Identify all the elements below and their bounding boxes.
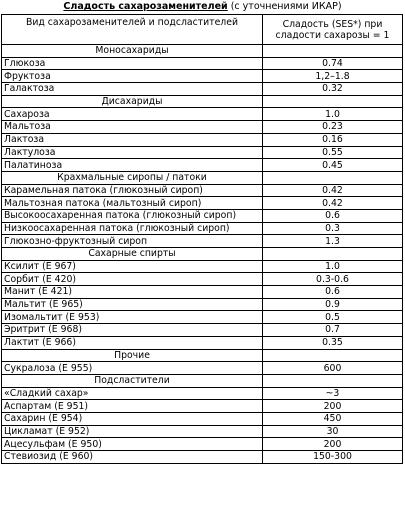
table-row xyxy=(2,412,403,425)
sweetener-name: Мальтит (Е 965) xyxy=(2,298,263,311)
sweetness-value: 0.16 xyxy=(263,133,403,146)
sweetness-value: 200 xyxy=(263,438,403,451)
sweetener-name: Манит (Е 421) xyxy=(2,286,263,299)
table-row xyxy=(2,184,403,197)
sweetener-name: Палатиноза xyxy=(2,159,263,172)
sweetness-value: 1.3 xyxy=(263,235,403,248)
sweetness-value: 30 xyxy=(263,425,403,438)
sweetener-name: Высокоосахаренная патока (глюкозный сироп) xyxy=(2,209,263,222)
sweetness-value: 450 xyxy=(263,412,403,425)
header-type: Вид сахарозаменителей и подсластителей xyxy=(2,15,263,45)
section-title: Дисахариды xyxy=(2,95,263,108)
table-body xyxy=(2,45,403,464)
table-row xyxy=(2,70,403,83)
table-row xyxy=(2,362,403,375)
section-empty-cell xyxy=(263,248,403,261)
sweetness-value: 0.23 xyxy=(263,121,403,134)
section-title: Подсластители xyxy=(2,374,263,387)
table-row xyxy=(2,324,403,337)
sweetness-value: 0.74 xyxy=(263,57,403,70)
sweetener-name: Сукралоза (Е 955) xyxy=(2,362,263,375)
sweetness-table xyxy=(1,14,403,464)
sweetness-value: 0.6 xyxy=(263,286,403,299)
sweetness-value: 0.42 xyxy=(263,184,403,197)
table-row xyxy=(2,57,403,70)
sweetness-value: 0.42 xyxy=(263,197,403,210)
section-title: Прочие xyxy=(2,349,263,362)
sweetener-name: Сорбит (Е 420) xyxy=(2,273,263,286)
section-title: Крахмальные сиропы / патоки xyxy=(2,171,263,184)
table-row xyxy=(2,273,403,286)
title-note: (с уточнениями ИКАР) xyxy=(230,1,342,12)
sweetness-value: 0.32 xyxy=(263,83,403,96)
table-row xyxy=(2,387,403,400)
table-row xyxy=(2,146,403,159)
section-row xyxy=(2,171,403,184)
section-row xyxy=(2,95,403,108)
table-row xyxy=(2,83,403,96)
section-row xyxy=(2,45,403,58)
document-title xyxy=(0,0,405,14)
sweetener-name: Эритрит (Е 968) xyxy=(2,324,263,337)
sweetener-name: «Сладкий сахар» xyxy=(2,387,263,400)
sweetness-value: 0.7 xyxy=(263,324,403,337)
table-row xyxy=(2,197,403,210)
header-sweetness-text: Сладость (SES*) при сладости сахарозы = 1 xyxy=(275,18,390,41)
sweetness-value: 0.35 xyxy=(263,336,403,349)
sweetness-value: 0.3 xyxy=(263,222,403,235)
table-row xyxy=(2,108,403,121)
sweetener-name: Аспартам (Е 951) xyxy=(2,400,263,413)
sweetener-name: Лактит (Е 966) xyxy=(2,336,263,349)
sweetener-name: Ксилит (Е 967) xyxy=(2,260,263,273)
title-main: Сладость сахарозаменителей xyxy=(63,1,228,12)
sweetener-name: Низкоосахаренная патока (глюкозный сироп) xyxy=(2,222,263,235)
sweetness-value: 0.6 xyxy=(263,209,403,222)
section-empty-cell xyxy=(263,374,403,387)
sweetness-value: 600 xyxy=(263,362,403,375)
sweetener-name: Цикламат (Е 952) xyxy=(2,425,263,438)
section-title: Моносахариды xyxy=(2,45,263,58)
section-row xyxy=(2,349,403,362)
sweetener-name: Галактоза xyxy=(2,83,263,96)
sweetener-name: Сахароза xyxy=(2,108,263,121)
table-header-row xyxy=(2,15,403,45)
table-row xyxy=(2,159,403,172)
table-row xyxy=(2,235,403,248)
section-row xyxy=(2,248,403,261)
table-row xyxy=(2,451,403,464)
sweetener-name: Глюкоза xyxy=(2,57,263,70)
sweetener-name: Лактулоза xyxy=(2,146,263,159)
sweetness-value: 0.9 xyxy=(263,298,403,311)
sweetener-name: Изомальтит (Е 953) xyxy=(2,311,263,324)
table-row xyxy=(2,400,403,413)
table-row xyxy=(2,133,403,146)
sweetness-value: 1,2–1.8 xyxy=(263,70,403,83)
table-row xyxy=(2,298,403,311)
sweetness-value: ~3 xyxy=(263,387,403,400)
sweetness-value: 0.55 xyxy=(263,146,403,159)
table-row xyxy=(2,260,403,273)
table-row xyxy=(2,286,403,299)
sweetness-value: 1.0 xyxy=(263,108,403,121)
sweetener-name: Мальтоза xyxy=(2,121,263,134)
sweetener-name: Карамельная патока (глюкозный сироп) xyxy=(2,184,263,197)
sweetener-name: Мальтозная патока (мальтозный сироп) xyxy=(2,197,263,210)
sweetener-name: Глюкозно-фруктозный сироп xyxy=(2,235,263,248)
table-row xyxy=(2,209,403,222)
table-row xyxy=(2,222,403,235)
sweetener-name: Лактоза xyxy=(2,133,263,146)
section-empty-cell xyxy=(263,349,403,362)
sweetness-value: 150-300 xyxy=(263,451,403,464)
sweetness-value: 0.3-0.6 xyxy=(263,273,403,286)
section-empty-cell xyxy=(263,95,403,108)
table-row xyxy=(2,121,403,134)
table-row xyxy=(2,311,403,324)
table-row xyxy=(2,336,403,349)
table-row xyxy=(2,425,403,438)
sweetener-name: Сахарин (Е 954) xyxy=(2,412,263,425)
header-sweetness xyxy=(263,15,403,45)
sweetener-name: Фруктоза xyxy=(2,70,263,83)
sweetness-value: 0.5 xyxy=(263,311,403,324)
section-title: Сахарные спирты xyxy=(2,248,263,261)
sweetness-value: 1.0 xyxy=(263,260,403,273)
section-row xyxy=(2,374,403,387)
section-empty-cell xyxy=(263,171,403,184)
section-empty-cell xyxy=(263,45,403,58)
table-row xyxy=(2,438,403,451)
sweetener-name: Ацесульфам (Е 950) xyxy=(2,438,263,451)
sweetener-name: Стевиозид (Е 960) xyxy=(2,451,263,464)
sweetness-value: 200 xyxy=(263,400,403,413)
sweetness-value: 0.45 xyxy=(263,159,403,172)
